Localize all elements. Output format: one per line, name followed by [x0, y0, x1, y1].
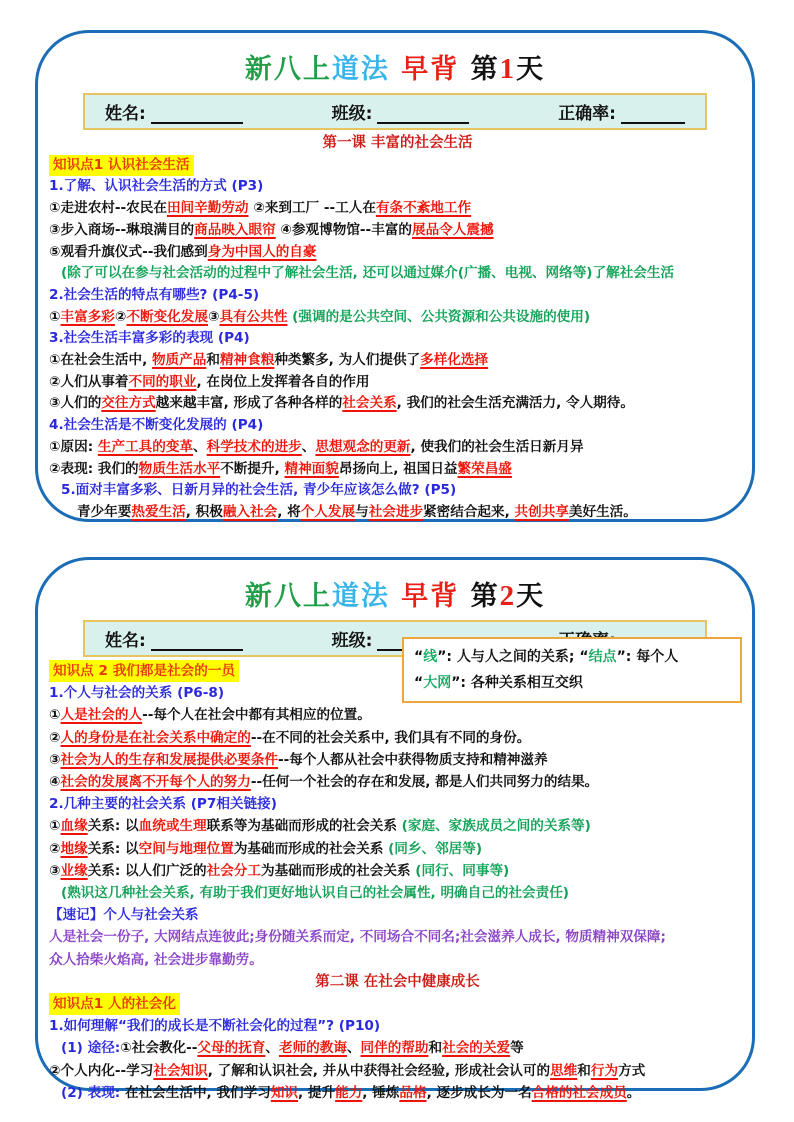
text-segment: 、: [346, 1040, 361, 1057]
content-line: [49, 860, 746, 882]
text-segment: 方式: [618, 1062, 646, 1079]
content-line: [49, 949, 746, 971]
content-line: [49, 838, 746, 860]
text-segment: “: [579, 649, 589, 665]
content-line: [49, 815, 746, 837]
text-segment: 。: [626, 1084, 641, 1101]
text-segment: , 了解和认识社会, 并从中获得社会经验, 形成社会认可的: [207, 1062, 551, 1079]
content-line: [49, 1060, 746, 1082]
text-segment: 个人发展: [300, 503, 356, 520]
text-segment: 热爱生活: [131, 503, 186, 520]
text-segment: 空间与地理位置: [138, 840, 234, 857]
panel-content: [38, 657, 752, 1104]
text-segment: , 积极: [185, 503, 223, 520]
text-segment: ①: [49, 818, 61, 835]
note-line: [414, 670, 730, 696]
text-segment: 具有公共性: [219, 308, 288, 325]
text-segment: “: [414, 675, 424, 691]
text-segment: 知识: [270, 1084, 299, 1101]
knowledge-point-highlight: [49, 993, 180, 1015]
text-segment: 共创共享: [514, 503, 569, 520]
class-blank-line: [377, 105, 469, 124]
text-segment: , 使我们的社会生活日新月异: [410, 438, 584, 455]
text-segment: 第: [470, 581, 500, 612]
class-label: 班级:: [331, 631, 373, 651]
text-segment: 精神食粮: [219, 352, 275, 369]
text-segment: 关系: 以: [87, 840, 139, 857]
text-segment: 、: [301, 438, 316, 455]
content-line: [49, 220, 746, 242]
text-segment: 在社会生活中, 我们学习: [124, 1084, 271, 1101]
text-segment: 、: [265, 1040, 279, 1057]
text-segment: (同行、同事等): [415, 862, 510, 879]
text-segment: ②表现: 我们的: [49, 460, 139, 477]
text-segment: 父母的抚育: [197, 1040, 266, 1057]
text-segment: ②: [49, 840, 61, 857]
content-line: [49, 971, 746, 993]
concept-note-box: [402, 637, 742, 703]
name-field: [105, 626, 243, 651]
text-segment: 道法: [331, 581, 390, 612]
text-segment: ②个人内化--学习: [49, 1062, 154, 1079]
text-segment: 和: [577, 1062, 591, 1079]
text-segment: (家庭、家族成员之间的关系等): [401, 818, 591, 835]
text-segment: 和: [206, 352, 220, 369]
text-segment: ⑤观看升旗仪式--我们感到: [49, 243, 208, 260]
text-segment: 2: [499, 580, 517, 612]
content-line: [49, 882, 746, 904]
panel-content: [38, 130, 752, 524]
content-line: [49, 198, 746, 220]
text-segment: 1: [499, 53, 517, 85]
content-line: [49, 1037, 746, 1059]
text-segment: 第二课 在社会中健康成长: [315, 973, 480, 990]
text-segment: ①: [49, 707, 61, 724]
text-segment: 物质生活水平: [138, 460, 221, 477]
text-segment: 老师的教诲: [278, 1040, 347, 1057]
text-segment: , 逐步成长为一名: [426, 1084, 532, 1101]
text-segment: (熟识这几种社会关系, 有助于我们更好地认识自己的社会属性, 明确自己的社会责任): [61, 885, 569, 902]
text-segment: 人的身份是在社会关系中确定的: [60, 729, 251, 746]
student-info-bar: [83, 93, 707, 130]
panel-title: [38, 47, 752, 86]
knowledge-point-label: [49, 155, 746, 177]
text-segment: ①原因:: [49, 438, 98, 455]
text-segment: 社会的发展离不开每个人的努力: [60, 774, 251, 791]
text-segment: 地缘: [60, 840, 88, 857]
text-segment: 繁荣昌盛: [457, 460, 512, 477]
text-segment: 第一课 丰富的社会生活: [322, 135, 473, 151]
text-segment: 知识点1 认识社会生活: [53, 156, 190, 173]
text-segment: 商品映入眼帘: [194, 221, 276, 238]
content-line: [49, 926, 746, 948]
text-segment: 知识点 2 我们都是社会的一员: [53, 663, 236, 679]
text-segment: 结点: [588, 649, 617, 665]
panel-title: [38, 574, 752, 613]
text-segment: 社会为人的生存和发展提供必要条件: [60, 751, 279, 768]
text-segment: 能力: [335, 1084, 363, 1101]
text-segment: , 将: [277, 503, 301, 520]
text-segment: 物质产品: [151, 352, 207, 369]
content-line: [49, 263, 746, 285]
text-segment: ②: [114, 308, 127, 325]
text-segment: 1.如何理解“我们的成长是不断社会化的过程”? (P10): [49, 1018, 381, 1035]
text-segment: (1) 途径:: [61, 1040, 121, 1057]
knowledge-point-highlight: [49, 155, 194, 177]
text-segment: 【速记】个人与社会关系: [49, 907, 199, 924]
text-segment: 身为中国人的自豪: [207, 243, 317, 260]
worksheet-panel-day2: [35, 557, 755, 1101]
text-segment: ③: [207, 308, 220, 325]
text-segment: 紧密结合起来,: [423, 503, 515, 520]
text-segment: 联系等为基础而形成的社会关系: [206, 818, 402, 835]
text-segment: 线: [423, 649, 438, 665]
content-line: [49, 502, 746, 524]
text-segment: 知识点1 人的社会化: [53, 996, 176, 1013]
class-label: 班级:: [331, 104, 373, 124]
text-segment: ③: [49, 862, 61, 879]
text-segment: ④参观博物馆--丰富的: [275, 221, 412, 238]
text-segment: 2.几种主要的社会关系 (P7相关链接): [49, 796, 277, 813]
text-segment: 社会关系: [342, 395, 397, 412]
text-segment: 关系: 以人们广泛的: [87, 862, 207, 879]
text-segment: 同伴的帮助: [360, 1040, 429, 1057]
text-segment: 与: [355, 503, 369, 520]
text-segment: ③: [49, 751, 61, 768]
text-segment: 4.社会生活是不断变化发展的 (P4): [49, 417, 264, 434]
text-segment: 众人拾柴火焰高, 社会进步靠勤劳。: [49, 951, 263, 968]
name-blank-line: [151, 105, 243, 124]
text-segment: “: [414, 649, 424, 665]
text-segment: 青少年要: [77, 503, 132, 520]
worksheet-panel-day1: [35, 30, 755, 522]
text-segment: 1.个人与社会的关系 (P6-8): [49, 685, 225, 702]
text-segment: (2) 表现:: [61, 1084, 125, 1101]
name-label: 姓名:: [105, 104, 146, 124]
text-segment: 道法: [331, 54, 390, 85]
text-segment: 为基础而形成的社会关系: [233, 840, 389, 857]
content-line: [49, 793, 746, 815]
text-segment: 思维: [550, 1062, 578, 1079]
text-segment: 早背: [389, 54, 471, 85]
text-segment: 种类繁多, 为人们提供了: [274, 352, 421, 369]
text-segment: 关系: 以: [87, 818, 139, 835]
text-segment: 美好生活。: [568, 503, 637, 520]
accuracy-field: [558, 99, 685, 124]
name-label: 姓名:: [105, 631, 146, 651]
text-segment: ③步入商场--琳琅满目的: [49, 221, 195, 238]
knowledge-point-label: [49, 993, 746, 1015]
content-line: [49, 372, 746, 394]
content-line: [49, 749, 746, 771]
text-segment: 不断变化发展: [126, 308, 208, 325]
text-segment: 新八上: [244, 54, 332, 85]
text-segment: 田间辛勤劳动: [166, 200, 249, 217]
text-segment: 第: [470, 54, 500, 85]
text-segment: (同乡、邻居等): [388, 840, 483, 857]
name-blank-line: [151, 632, 243, 651]
content-line: [49, 437, 746, 459]
text-segment: ④: [49, 774, 61, 791]
text-segment: (除了可以在参与社会活动的过程中了解社会生活, 还可以通过媒介(广播、电视、网络等)了解社会生活: [61, 265, 675, 282]
text-segment: 越来越丰富, 形成了各种各样的: [155, 395, 343, 412]
text-segment: 生产工具的变革: [97, 438, 194, 455]
text-segment: 血缘: [60, 818, 88, 835]
accuracy-blank-line: [621, 105, 685, 124]
text-segment: 天: [516, 54, 546, 85]
content-line: [49, 771, 746, 793]
text-segment: --任何一个社会的存在和发展, 都是人们共同努力的结果。: [250, 774, 599, 791]
text-segment: 人是社会一份子, 大网结点连彼此;身份随关系而定, 不同场合不同名;社会滋养人成长, 物质精神双保障;: [49, 929, 666, 946]
text-segment: 不同的职业: [128, 373, 197, 390]
text-segment: 融入社会: [222, 503, 278, 520]
text-segment: 等: [510, 1040, 524, 1057]
text-segment: ”: 人与人之间的关系;: [437, 649, 580, 665]
text-segment: 展品令人震撼: [411, 221, 494, 238]
text-segment: 为基础而形成的社会关系: [261, 862, 416, 879]
text-segment: ①: [49, 308, 61, 325]
text-segment: , 提升: [298, 1084, 336, 1101]
text-segment: ”: 每个人: [616, 649, 679, 665]
text-segment: 早背: [389, 581, 471, 612]
content-line: [49, 328, 746, 350]
text-segment: 大网: [423, 675, 452, 691]
text-segment: 合格的社会成员: [531, 1084, 627, 1101]
content-line: [49, 704, 746, 726]
content-line: [49, 242, 746, 264]
text-segment: ②人们从事着: [49, 373, 129, 390]
text-segment: ①社会教化--: [120, 1040, 198, 1057]
text-segment: 、: [193, 438, 207, 455]
text-segment: 新八上: [244, 581, 332, 612]
text-segment: ②来到工厂 --工人在: [248, 200, 376, 217]
text-segment: 社会知识: [153, 1062, 208, 1079]
content-line: [49, 727, 746, 749]
text-segment: --在不同的社会关系中, 我们具有不同的身份。: [250, 729, 531, 746]
text-segment: 社会的关爱: [442, 1040, 511, 1057]
text-segment: 和: [428, 1040, 443, 1057]
text-segment: ③人们的: [49, 395, 102, 412]
content-line: [49, 1082, 746, 1104]
text-segment: 昂扬向上, 祖国日益: [338, 460, 458, 477]
text-segment: 不断提升,: [220, 460, 285, 477]
text-segment: , 我们的社会生活充满活力, 令人期待。: [396, 395, 634, 412]
text-segment: --每个人在社会中都有其相应的位置。: [142, 707, 371, 724]
text-segment: 5.面对丰富多彩、日新月异的社会生活, 青少年应该怎么做? (P5): [61, 482, 457, 499]
content-line: [49, 285, 746, 307]
text-segment: 行为: [590, 1062, 619, 1079]
text-segment: , 在岗位上发挥着各自的作用: [196, 373, 370, 390]
text-segment: , 锤炼: [362, 1084, 400, 1101]
text-segment: 2.社会生活的特点有哪些? (P4-5): [49, 286, 260, 303]
note-line: [414, 644, 730, 670]
text-segment: 交往方式: [101, 395, 156, 412]
text-segment: ①走进农村--农民在: [49, 200, 167, 217]
text-segment: 社会进步: [368, 503, 424, 520]
name-field: [105, 99, 243, 124]
content-line: [49, 459, 746, 481]
accuracy-label: 正确率:: [558, 104, 616, 124]
content-line: [49, 480, 746, 502]
text-segment: 多样化选择: [420, 352, 489, 369]
text-segment: ”: 各种关系相互交织: [451, 675, 583, 691]
content-line: [49, 133, 746, 155]
class-field: [332, 99, 470, 124]
text-segment: --每个人都从社会中获得物质支持和精神滋养: [278, 751, 548, 768]
content-line: [49, 904, 746, 926]
text-segment: 社会分工: [206, 862, 261, 879]
text-segment: 血统或生理: [138, 818, 207, 835]
content-line: [49, 1015, 746, 1037]
text-segment: 3.社会生活丰富多彩的表现 (P4): [49, 330, 250, 347]
text-segment: ②: [49, 729, 61, 746]
text-segment: 天: [516, 581, 546, 612]
content-line: [49, 415, 746, 437]
text-segment: 品格: [399, 1084, 427, 1101]
text-segment: 精神面貌: [284, 460, 339, 477]
content-line: [49, 393, 746, 415]
content-line: [49, 350, 746, 372]
text-segment: 丰富多彩: [60, 308, 115, 325]
text-segment: 业缘: [60, 862, 88, 879]
text-segment: (强调的是公共空间、公共资源和公共设施的使用): [287, 308, 591, 325]
text-segment: ①在社会生活中,: [49, 352, 152, 369]
text-segment: 思想观念的更新: [315, 438, 411, 455]
content-line: [49, 307, 746, 329]
content-line: [49, 176, 746, 198]
text-segment: 人是社会的人: [60, 707, 143, 724]
text-segment: 有条不紊地工作: [375, 200, 472, 217]
text-segment: 科学技术的进步: [206, 438, 302, 455]
knowledge-point-highlight: [49, 660, 239, 682]
text-segment: 1.了解、认识社会生活的方式 (P3): [49, 178, 264, 195]
